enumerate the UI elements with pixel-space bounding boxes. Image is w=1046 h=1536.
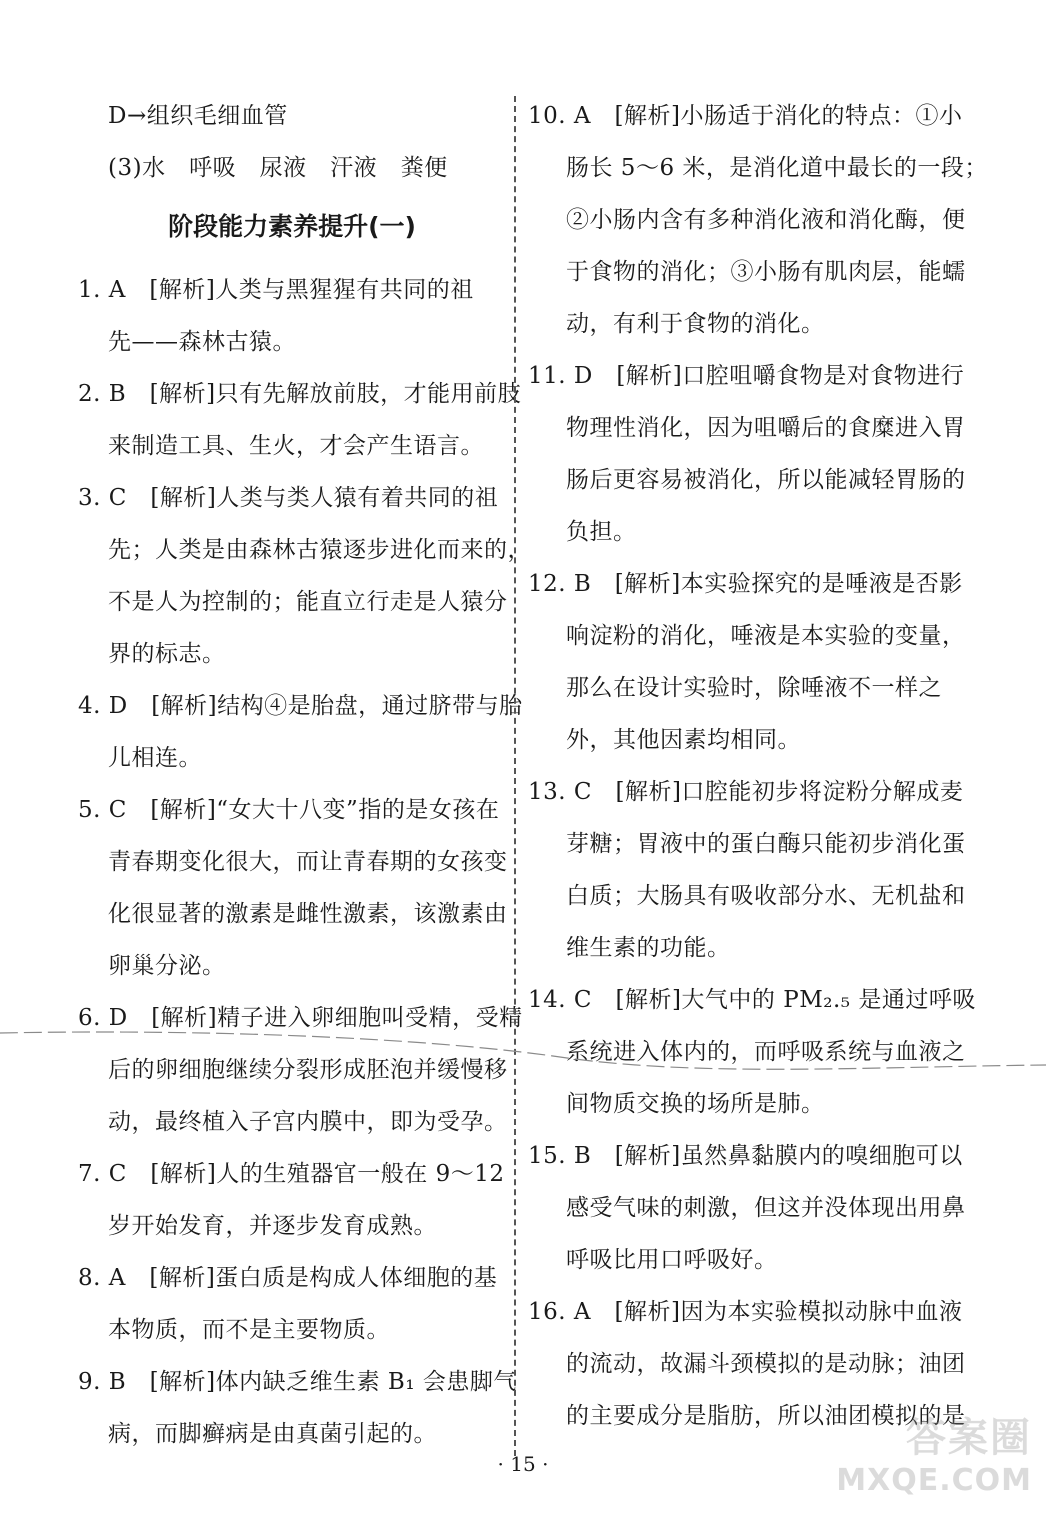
answer-line: 白质；大肠具有吸收部分水、无机盐和 <box>566 883 966 909</box>
section-title: 阶段能力素养提升(一) <box>168 212 416 241</box>
answer-line: 12. B [解析]本实验探究的是唾液是否影 <box>528 571 963 597</box>
answer-line: 不是人为控制的；能直立行走是人猿分 <box>108 589 508 615</box>
text-line: (3)水 呼吸 尿液 汗液 粪便 <box>108 155 448 181</box>
answer-line: 16. A [解析]因为本实验模拟动脉中血液 <box>528 1299 963 1325</box>
answer-line: 先——森林古猿。 <box>108 329 296 355</box>
answer-line: 于食物的消化；③小肠有肌肉层，能蠕 <box>566 259 966 285</box>
watermark-bottom-text: MXQE.COM <box>836 1463 1032 1498</box>
answer-line: 先；人类是由森林古猿逐步进化而来的， <box>108 537 531 563</box>
answer-line: 的主要成分是脂肪，所以油团模拟的是 <box>566 1403 966 1429</box>
answer-line: 2. B [解析]只有先解放前肢，才能用前肢 <box>78 381 522 407</box>
answer-line: 14. C [解析]大气中的 PM₂.₅ 是通过呼吸 <box>528 987 976 1013</box>
answer-line: 肠后更容易被消化，所以能减轻胃肠的 <box>566 467 966 493</box>
answer-line: 动，最终植入子宫内膜中，即为受孕。 <box>108 1109 508 1135</box>
answer-line: 3. C [解析]人类与类人猿有着共同的祖 <box>78 485 499 511</box>
answer-line: 1. A [解析]人类与黑猩猩有共同的祖 <box>78 277 474 303</box>
answer-line: 维生素的功能。 <box>566 935 731 961</box>
text-line: D→组织毛细血管 <box>108 103 288 129</box>
answer-line: 肠长 5～6 米，是消化道中最长的一段； <box>566 155 988 181</box>
left-column <box>78 90 531 1460</box>
answer-line: 芽糖；胃液中的蛋白酶只能初步消化蛋 <box>566 831 966 857</box>
answer-line: 感受气味的刺激，但这并没体现出用鼻 <box>566 1195 966 1221</box>
answer-line: 儿相连。 <box>108 745 202 771</box>
answer-line: 外，其他因素均相同。 <box>566 727 801 753</box>
answer-line: 的流动，故漏斗颈模拟的是动脉；油团 <box>566 1351 966 1377</box>
column-divider <box>514 96 516 1456</box>
answer-line: 岁开始发育，并逐步发育成熟。 <box>108 1213 437 1239</box>
page-fold-line <box>0 1015 1046 1075</box>
answer-line: 呼吸比用口呼吸好。 <box>566 1247 778 1273</box>
answer-line: 本物质，而不是主要物质。 <box>108 1317 390 1343</box>
answer-line: 4. D [解析]结构④是胎盘，通过脐带与胎 <box>78 693 523 719</box>
answer-line: 后的卵细胞继续分裂形成胚泡并缓慢移 <box>108 1057 508 1083</box>
answer-line: 10. A [解析]小肠适于消化的特点：①小 <box>528 103 963 129</box>
answer-line: 卵巢分泌。 <box>108 953 226 979</box>
answer-line: 负担。 <box>566 519 637 545</box>
answer-line: 9. B [解析]体内缺乏维生素 B₁ 会患脚气 <box>78 1369 517 1395</box>
page-number: · 15 · <box>497 1452 549 1476</box>
answer-line: 那么在设计实验时，除唾液不一样之 <box>566 675 942 701</box>
watermark-top-text: 答案圈 <box>906 1415 1032 1461</box>
answer-line: 15. B [解析]虽然鼻黏膜内的嗅细胞可以 <box>528 1143 963 1169</box>
answer-line: 系统进入体内的，而呼吸系统与血液之 <box>566 1039 966 1065</box>
answer-line: 响淀粉的消化，唾液是本实验的变量， <box>566 623 966 649</box>
answer-line: 间物质交换的场所是肺。 <box>566 1091 825 1117</box>
answer-line: 青春期变化很大，而让青春期的女孩变 <box>108 849 508 875</box>
answer-line: 7. C [解析]人的生殖器官一般在 9～12 <box>78 1161 505 1187</box>
answer-line: ②小肠内含有多种消化液和消化酶，便 <box>566 207 966 233</box>
right-column <box>528 90 988 1442</box>
answer-line: 病，而脚癣病是由真菌引起的。 <box>108 1421 437 1447</box>
answer-line: 11. D [解析]口腔咀嚼食物是对食物进行 <box>528 363 965 389</box>
answer-line: 5. C [解析]“女大十八变”指的是女孩在 <box>78 797 500 823</box>
answer-line: 来制造工具、生火，才会产生语言。 <box>108 433 484 459</box>
answer-line: 物理性消化，因为咀嚼后的食糜进入胃 <box>566 415 966 441</box>
watermark-logo <box>832 1406 1032 1526</box>
answer-line: 动，有利于食物的消化。 <box>566 311 825 337</box>
answer-line: 界的标志。 <box>108 641 226 667</box>
answer-line: 13. C [解析]口腔能初步将淀粉分解成麦 <box>528 779 964 805</box>
answer-line: 化很显著的激素是雌性激素，该激素由 <box>108 901 508 927</box>
answer-line: 6. D [解析]精子进入卵细胞叫受精，受精 <box>78 1005 523 1031</box>
answer-line: 8. A [解析]蛋白质是构成人体细胞的基 <box>78 1265 498 1291</box>
